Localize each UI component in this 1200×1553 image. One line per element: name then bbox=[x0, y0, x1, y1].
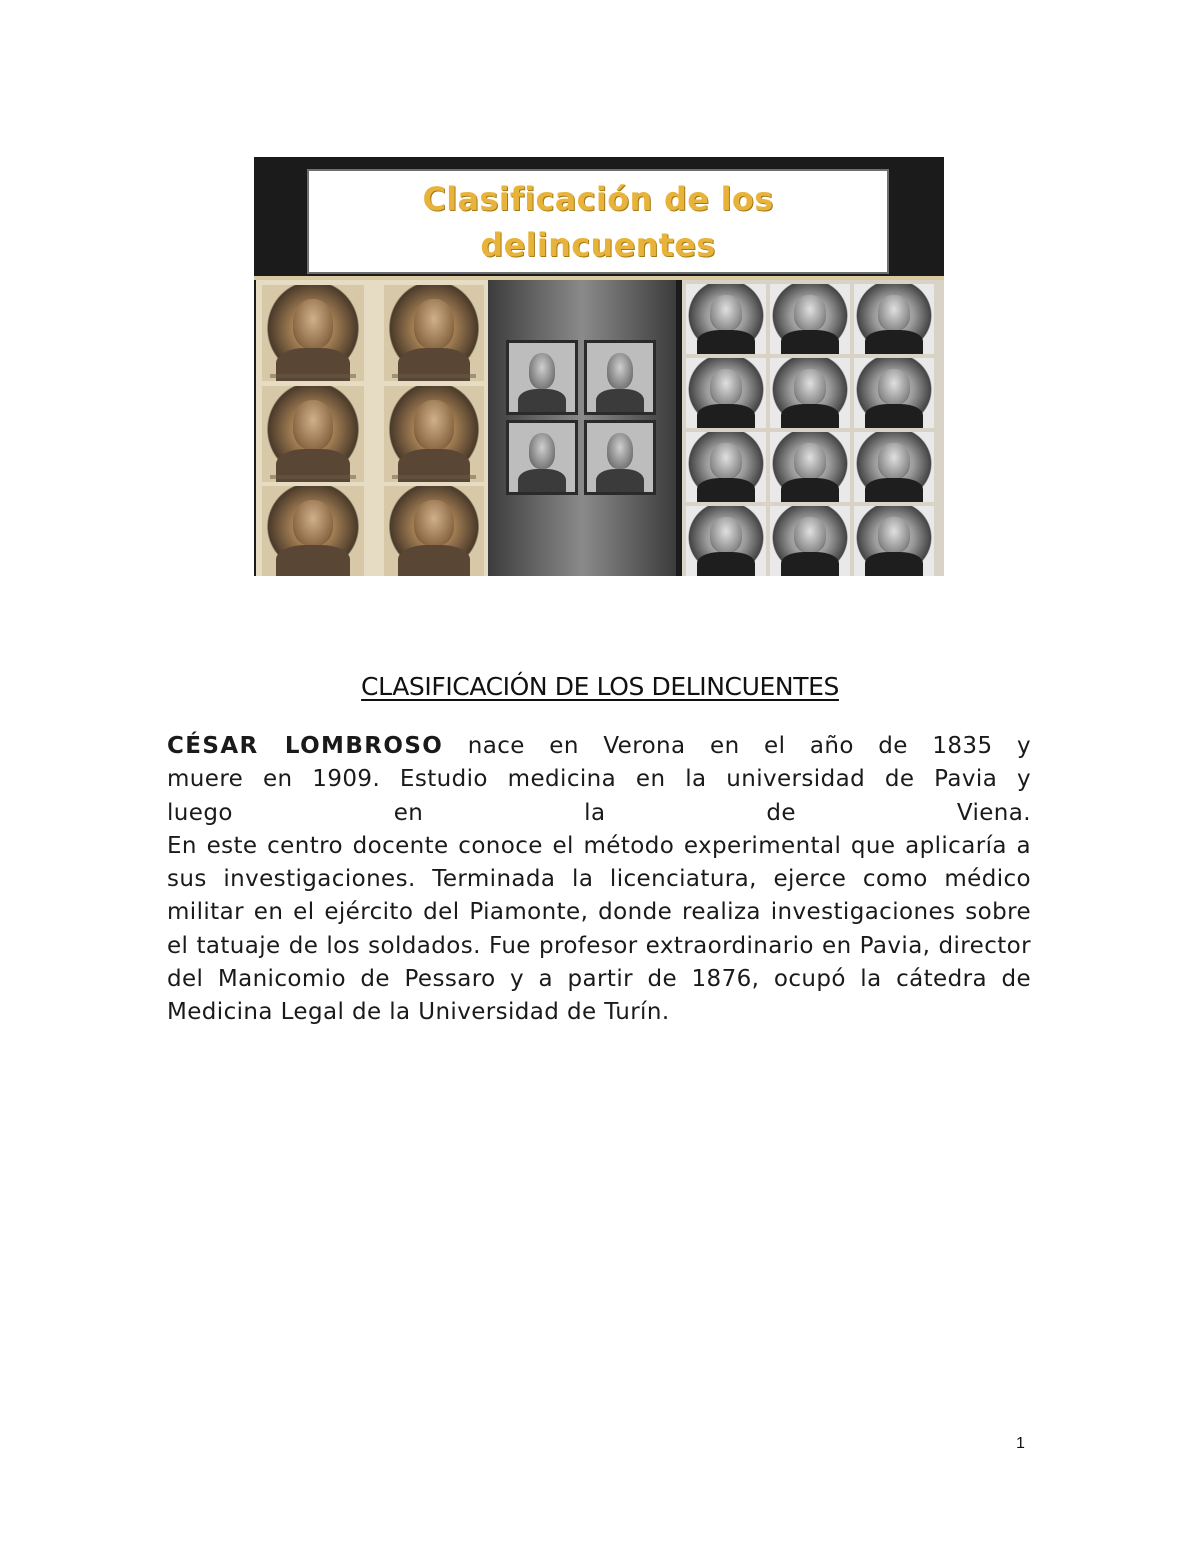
portrait-photo bbox=[854, 358, 934, 428]
portrait-photo bbox=[584, 420, 656, 495]
portrait-photo bbox=[770, 506, 850, 576]
portrait-photo bbox=[770, 358, 850, 428]
portrait-photo bbox=[854, 506, 934, 576]
person-name: CÉSAR LOMBROSO bbox=[167, 733, 444, 759]
portrait-photo bbox=[770, 284, 850, 354]
portrait-photo bbox=[384, 486, 484, 576]
portrait-photo bbox=[584, 340, 656, 415]
portrait-photo bbox=[506, 420, 578, 495]
banner-title-line-1: Clasificación de los bbox=[422, 179, 774, 218]
body-paragraph bbox=[167, 730, 1031, 1030]
portraits-left-panel bbox=[256, 280, 490, 576]
portrait-photo bbox=[854, 284, 934, 354]
page-number: 1 bbox=[1016, 1435, 1025, 1452]
portrait-photo bbox=[770, 432, 850, 502]
portrait-photo bbox=[384, 386, 484, 482]
portrait-photo bbox=[262, 486, 364, 576]
portrait-photo bbox=[686, 506, 766, 576]
document-heading: CLASIFICACIÓN DE LOS DELINCUENTES bbox=[361, 672, 839, 701]
banner-title-line-2: delincuentes bbox=[480, 225, 716, 264]
paragraph-rest: En este centro docente conoce el método experimental que aplicaría a sus investigaciones. Terminada la licenciatura, ejerce como médico militar en el ejército del Piamonte, donde realiza investigaciones sobre el tatuaje de los soldados. Fue profesor extraordinario en Pavia, director del Manicomio de Pessaro y a partir de 1876, ocupó la cátedra de Medicina Legal de la Universidad de Turín. bbox=[167, 832, 1031, 1026]
portrait-photo bbox=[686, 432, 766, 502]
portrait-photo bbox=[686, 358, 766, 428]
portrait-photo bbox=[686, 284, 766, 354]
portrait-photo bbox=[506, 340, 578, 415]
portrait-photo bbox=[854, 432, 934, 502]
paragraph-line-2: muere en 1909. Estudio medicina en la universidad de Pavia y bbox=[167, 766, 1031, 793]
portraits-right-panel bbox=[682, 280, 944, 576]
banner-title-box bbox=[307, 169, 889, 274]
portrait-photo bbox=[262, 285, 364, 381]
portraits-middle-panel bbox=[488, 280, 676, 576]
banner-image bbox=[254, 157, 944, 576]
portrait-photo bbox=[384, 285, 484, 381]
paragraph-line-1 bbox=[167, 730, 1031, 763]
paragraph-line-1-text: nace en Verona en el año de 1835 y bbox=[443, 733, 1031, 759]
paragraph-line-3: luego en la de Viena. bbox=[167, 799, 1031, 826]
portrait-photo bbox=[262, 386, 364, 482]
